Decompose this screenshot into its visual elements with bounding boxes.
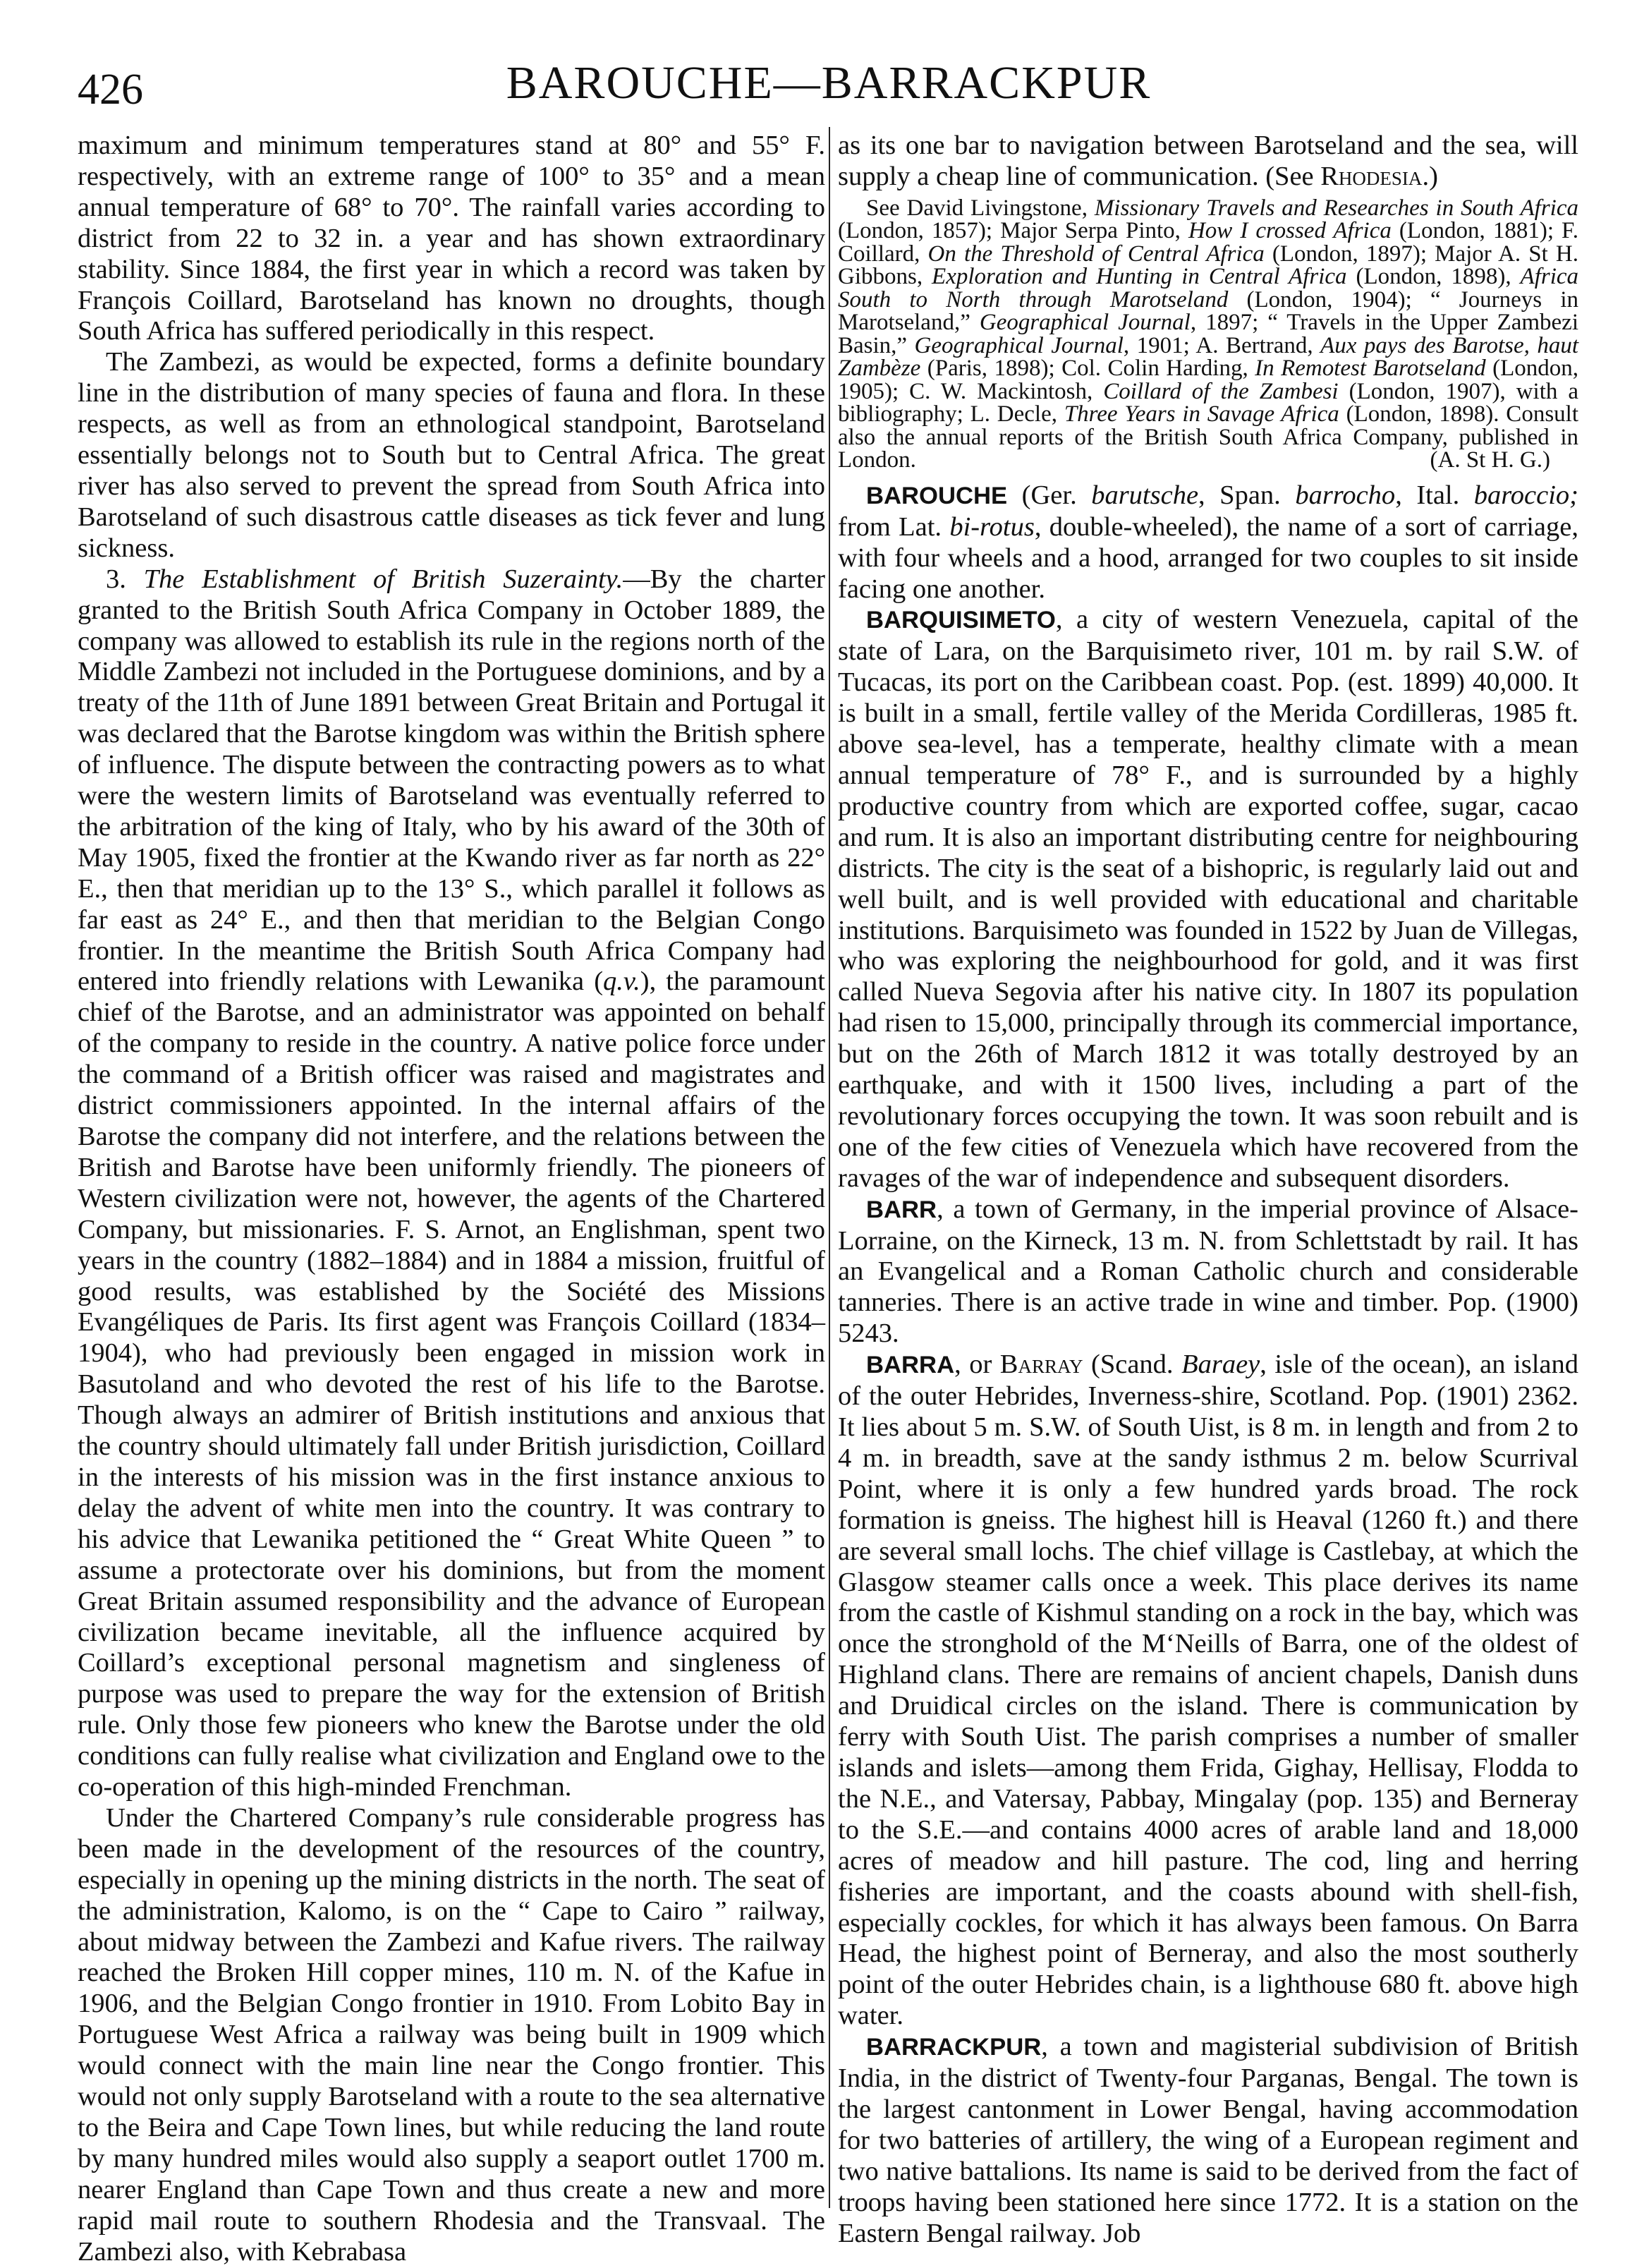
text-run: bi-rotus (949, 511, 1035, 542)
text-run: as its one bar to navigation between Barotseland and the sea, will supply a cheap line of communication. (See (838, 131, 1578, 191)
text-run: See David Livingstone, (866, 195, 1095, 221)
text-run: , double-wheeled), the name of a sort of carriage, with four wheels and a hood, arranged for two couples to sit inside facing one another. (838, 511, 1578, 604)
text-run: , Ital. (1395, 480, 1474, 510)
text-run: Geographical Journal (914, 332, 1124, 358)
text-run: The Establishment of British Suzerainty. (143, 564, 623, 594)
text-run: Coillard of the Zambesi (1103, 378, 1339, 404)
text-run: Under the Chartered Company’s rule considerable progress has been made in the development of the resources of the country, especially in opening up the mining districts in the north. The seat of the administration, Kalomo, is on the “ Cape to Cairo ” railway, about midway between the Zambezi and Kafue rivers. The railway reached the Broken Hill copper mines, 110 m. N. of the Kafue in 1906, and the Belgian Congo frontier in 1910. From Lobito Bay in Portuguese West Africa a railway was being built in 1909 which would connect with the main line near the Congo frontier. This would not only supply Barotseland with a route to the sea alternative to the Beira and Cape Town lines, but while reducing the land route by many hundred miles would also supply a seaport outlet 1700 m. nearer England than Cape Town and thus create a new and more rapid mail route to southern Rhodesia and the Transvaal. The Zambezi also, with Kebrabasa (78, 1802, 825, 2267)
text-run: (London, 1897); Major A. St H. Gibbons, (838, 241, 1578, 290)
text-run: .) (1422, 161, 1438, 191)
entry-headword: BARR (866, 1196, 937, 1223)
page-title: BAROUCHE—BARRACKPUR (506, 57, 1152, 109)
text-run: In Remotest Barotseland (1255, 356, 1486, 382)
text-run: Three Years in Savage Africa (1064, 401, 1339, 427)
text-run: Barray (999, 1350, 1083, 1380)
article-paragraph (838, 480, 1578, 605)
text-run: q.v. (603, 966, 640, 997)
text-run: , a city of western Venezuela, capital of the state of Lara, on the Barquisimeto river, 101 m. by rail S.W. of Tucacas, its port on the Caribbean coast. Pop. (est. 1899) 40,000. It is built in a small, fertile valley of the Merida Cordilleras, 1985 ft. above sea-level, has a temperate, healthy climate with a mean annual temperature of 78° F., and is surrounded by a highly productive country from which are exported coffee, sugar, cacao and rum. It is also an important distributing centre for neighbouring districts. The city is the seat of a bishopric, is regularly laid out and well built, and is well provided with educational and charitable institutions. Barquisimeto was founded in 1522 by Juan de Villegas, who was exploring the neighbourhood for gold, and it was first called Nueva Segovia after his native city. In 1807 its population had risen to 15,000, principally through its commercial importance, but on the 26th of March 1812 it was totally destroyed by an earthquake, and with it 1500 lives, including a part of the revolutionary forces occupying the town. It was soon rebuilt and is one of the few cities of Venezuela which have recovered from the ravages of the war of independence and subsequent disorders. (838, 605, 1578, 1193)
right-column (838, 131, 1578, 2249)
text-run: maximum and minimum temperatures stand at 80° and 55° F. respectively, with an extreme range of 100° to 35° and a mean annual temperature of 68° to 70°. The rainfall varies according to district from 22 to 32 in. a year and has shown extraordinary stability. Since 1884, the first year in which a record was taken by François Coillard, Barotseland has known no droughts, though South Africa has suffered periodically in this respect. (78, 131, 825, 346)
entry-headword: BAROUCHE (866, 482, 1008, 509)
text-run: Rhodesia (1320, 161, 1423, 191)
text-run: The Zambezi, as would be expected, forms a definite boundary line in the distribution of many species of fauna and flora. In these respects, as well as from an ethnological standpoint, Barotseland essentially belongs not to South but to Central Africa. The great river has also served to prevent the spread from South Africa into Barotseland of such disastrous cattle diseases as tick fever and lung sickness. (78, 347, 825, 563)
text-run: baroccio; (1473, 480, 1578, 510)
text-run: (Ger. (1007, 480, 1092, 510)
author-initials: (A. St H. G.) (1430, 447, 1550, 473)
text-run: Missionary Travels and Researches in South Africa (1094, 195, 1578, 221)
text-run: (London, 1881); F. Coillard, (838, 218, 1578, 267)
article-paragraph (838, 1194, 1578, 1350)
text-run: ), the paramount chief of the Barotse, and an administrator was appointed on behalf of the company to reside in the country. A native police force under the command of a British officer was raised and magistrates and district commissioners appointed. In the internal affairs of the Barotse the company did not interfere, and the relations between the British and Barotse have been uniformly friendly. The pioneers of Western civilization were not, however, the agents of the Chartered Company, but missionaries. F. S. Arnot, an Englishman, spent two years in the country (1882–1884) and in 1884 a mission, fruitful of good results, was established by the Société des Missions Evangéliques de Paris. Its first agent was François Coillard (1834–1904), who had previously been engaged in mission work in Basutoland and who devoted the rest of his life to the Barotse. Though always an admirer of British institutions and anxious that the country should ultimately fall under British jurisdiction, Coillard in the interests of his mission was in the first instance anxious to delay the advent of white men into the country. It was contrary to his advice that Lewanika petitioned the “ Great White Queen ” to assume a protectorate over his dominions, but from the moment Great Britain assumed responsibility and the advance of European civilization became inevitable, all the influence acquired by Coillard’s exceptional personal magnetism and singleness of purpose was used to prepare the way for the extension of British rule. Only those few pioneers who knew the Barotse under the old conditions can fully realise what civilization and England owe to the co-operation of this high-minded Frenchman. (78, 966, 826, 1802)
text-run: barutsche (1091, 480, 1199, 510)
text-run: , isle of the ocean), an island of the outer Hebrides, Inverness-shire, Scotland. Pop. (1901) 2362. It lies about 5 m. S.W. of South Uist, is 8 m. in length and from 2 to 4 m. in breadth, save at the sandy isthmus 2 m. below Scurrival Point, where it is only a few hundred yards broad. The rock formation is gneiss. The highest hill is Heaval (1260 ft.) and there are several small lochs. The chief village is Castlebay, at which the Glasgow steamer calls once a week. This place derives its name from the castle of Kishmul standing on a rock in the bay, which was once the stronghold of the M‘Neills of Barra, one of the oldest of Highland clans. There are remains of ancient chapels, Danish duns and Druidical circles on the island. There is communication by ferry with South Uist. The parish comprises a number of smaller islands and islets—among them Frida, Gighay, Hellisay, Flodda to the N.E., and Vatersay, Pabbay, Mingalay (pop. 135) and Berneray to the S.E.—and contains 4000 acres of arable land and 18,000 acres of meadow and hill pasture. The cod, ling and herring fisheries are important, and the coasts abound with shell-fish, especially cockles, for which it has always been famous. On Barra Head, the highest point of Berneray, and also the most southerly point of the outer Hebrides chain, is a lighthouse 680 ft. above high water. (838, 1350, 1578, 2031)
article-paragraph (78, 347, 825, 564)
text-run: barrocho (1295, 480, 1396, 510)
text-run: Exploration and Hunting in Central Africa (932, 264, 1347, 290)
page-header (78, 56, 1580, 120)
page-number: 426 (78, 66, 143, 114)
text-run: (London, 1907), with a bibliography; L. Decle, (838, 378, 1578, 427)
text-run: from Lat. (838, 511, 950, 542)
text-run: (Scand. (1083, 1350, 1182, 1380)
text-run: (London, 1904); “ Journeys in Marotseland,” (838, 286, 1578, 336)
text-run: , 1901; A. Bertrand, (1123, 332, 1321, 358)
text-run: On the Threshold of Central Africa (927, 241, 1265, 267)
text-run: , Span. (1198, 480, 1296, 510)
entry-headword: BARRA (866, 1352, 955, 1379)
text-run: , a town and magisterial subdivision of British India, in the district of Twenty-four Parganas, Bengal. The town is the largest cantonment in Lower Bengal, having accommodation for two batteries of artillery, the wing of a European regiment and two native battalions. Its name is said to be derived from the fact of troops having been stationed here since 1772. It is a station on the Eastern Bengal railway. Job (838, 2032, 1578, 2248)
text-run: How I crossed Africa (1188, 218, 1392, 244)
entry-headword: BARQUISIMETO (866, 607, 1056, 634)
text-run: , or (954, 1350, 1000, 1380)
text-run: (Paris, 1898); Col. Colin Harding, (920, 356, 1255, 382)
article-paragraph (78, 131, 825, 347)
text-run: (London, 1905); C. W. Mackintosh, (838, 356, 1578, 404)
bibliography-paragraph (838, 197, 1578, 472)
text-run: Geographical Journal (979, 310, 1191, 336)
article-paragraph (78, 564, 825, 1803)
text-run: 3. (106, 564, 144, 594)
article-paragraph (838, 131, 1578, 193)
text-run: Aux pays des Barotse, haut Zambèze (838, 332, 1578, 382)
text-run: —By the charter granted to the British South Africa Company in October 1889, the company was allowed to establish its rule in the regions north of the Middle Zambezi not included in the Portuguese dominions, and by a treaty of the 11th of June 1891 between Great Britain and Portugal it was declared that the Barotse kingdom was within the British sphere of influence. The dispute between the contracting powers as to what were the western limits of Barotseland was eventually referred to the arbitration of the king of Italy, who by his award of the 30th of May 1905, fixed the frontier at the Kwando river as far north as 22° E., then that meridian up to the 13° S., which parallel it follows as far east as 24° E., and then that meridian to the Belgian Congo frontier. In the meantime the British South Africa Company had entered into friendly relations with Lewanika ( (78, 564, 826, 997)
text-run: Baraey (1181, 1350, 1260, 1380)
entry-headword: BARRACKPUR (866, 2034, 1042, 2061)
article-paragraph (838, 1350, 1578, 2032)
article-paragraph (78, 1803, 825, 2268)
text-run: (London, 1857); Major Serpa Pinto, (838, 218, 1188, 244)
text-run: (London, 1898). Consult also the annual reports of the British South Africa Company, published in London. (838, 401, 1578, 473)
column-divider (829, 127, 830, 2208)
left-column (78, 131, 825, 2268)
text-run: , a town of Germany, in the imperial province of Alsace-Lorraine, on the Kirneck, 13 m. N. from Schlettstadt by rail. It has an Evangelical and a Roman Catholic church and considerable tanneries. There is an active trade in wine and timber. Pop. (1900) 5243. (838, 1194, 1578, 1349)
article-paragraph (838, 2032, 1578, 2249)
article-paragraph (838, 605, 1578, 1194)
text-run: (London, 1898), (1346, 264, 1521, 290)
text-run: , 1897; “ Travels in the Upper Zambezi Basin,” (838, 310, 1578, 358)
text-run: Africa South to North through Marotseland (838, 264, 1579, 313)
